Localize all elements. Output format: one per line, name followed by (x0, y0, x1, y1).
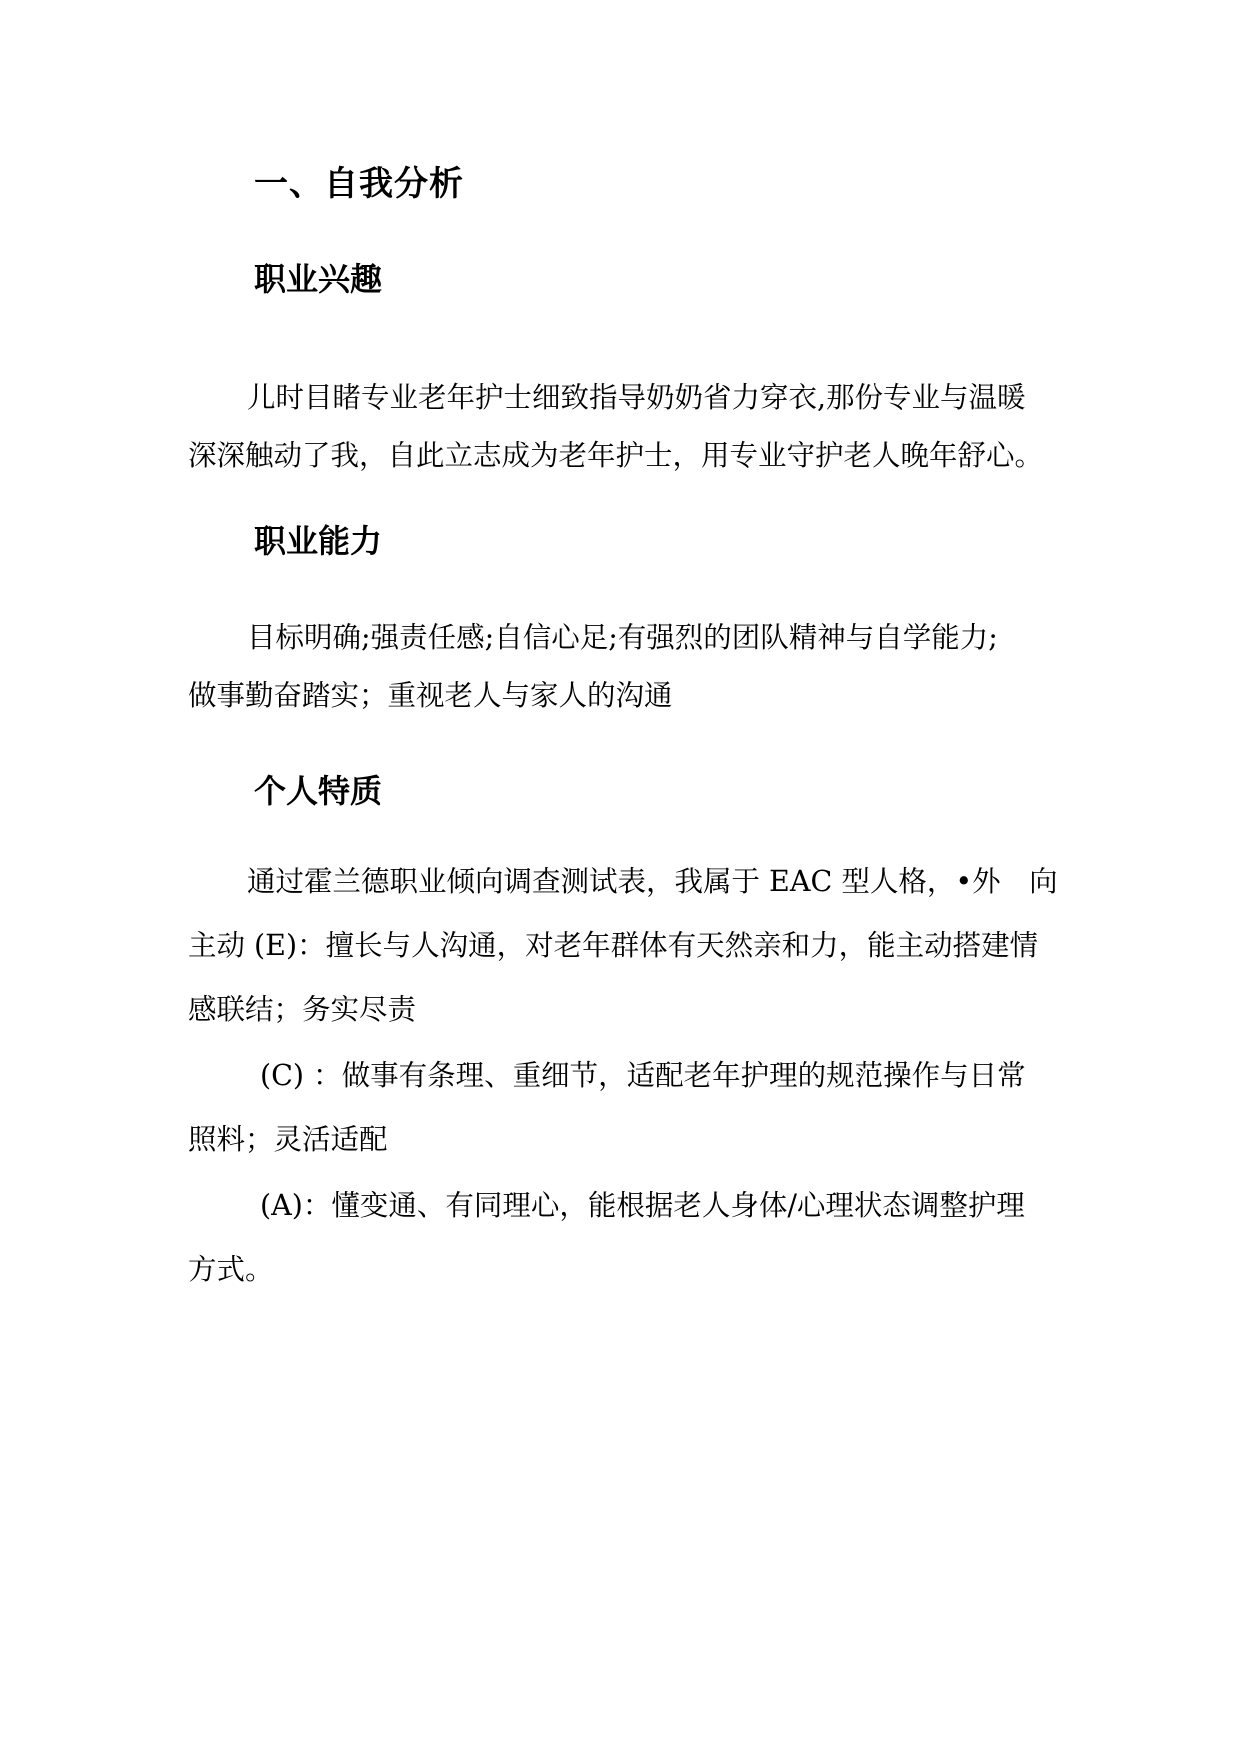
paragraph-line: 做事勤奋踏实；重视老人与家人的沟通 (188, 679, 673, 712)
paragraph-line: 主动 (E)：擅长与人沟通，对老年群体有天然亲和力，能主动搭建情 (188, 929, 1039, 962)
heading-personal-traits: 个人特质 (254, 772, 383, 810)
paragraph-line: (A)：懂变通、有同理心，能根据老人身体/心理状态调整护理 (260, 1189, 1025, 1222)
paragraph-line: 儿时目睹专业老年护士细致指导奶奶省力穿衣,那份专业与温暖 (247, 381, 1026, 414)
paragraph-line: 目标明确;强责任感;自信心足;有强烈的团队精神与自学能力; (247, 621, 998, 654)
paragraph-line: 方式。 (188, 1253, 274, 1286)
paragraph-line: 感联结；务实尽责 (188, 993, 417, 1026)
paragraph-line: 深深触动了我，自此立志成为老年护士，用专业守护老人晚年舒心。 (188, 439, 1044, 472)
heading-career-ability: 职业能力 (254, 522, 383, 560)
paragraph-line: 照料；灵活适配 (188, 1123, 388, 1156)
paragraph-line: (C) ：做事有条理、重细节，适配老年护理的规范操作与日常 (260, 1059, 1026, 1092)
section-title: 一、自我分析 (254, 164, 464, 204)
paragraph-line: 通过霍兰德职业倾向调查测试表，我属于 EAC 型人格，•外 向 (247, 865, 1058, 898)
heading-career-interest: 职业兴趣 (254, 260, 383, 298)
